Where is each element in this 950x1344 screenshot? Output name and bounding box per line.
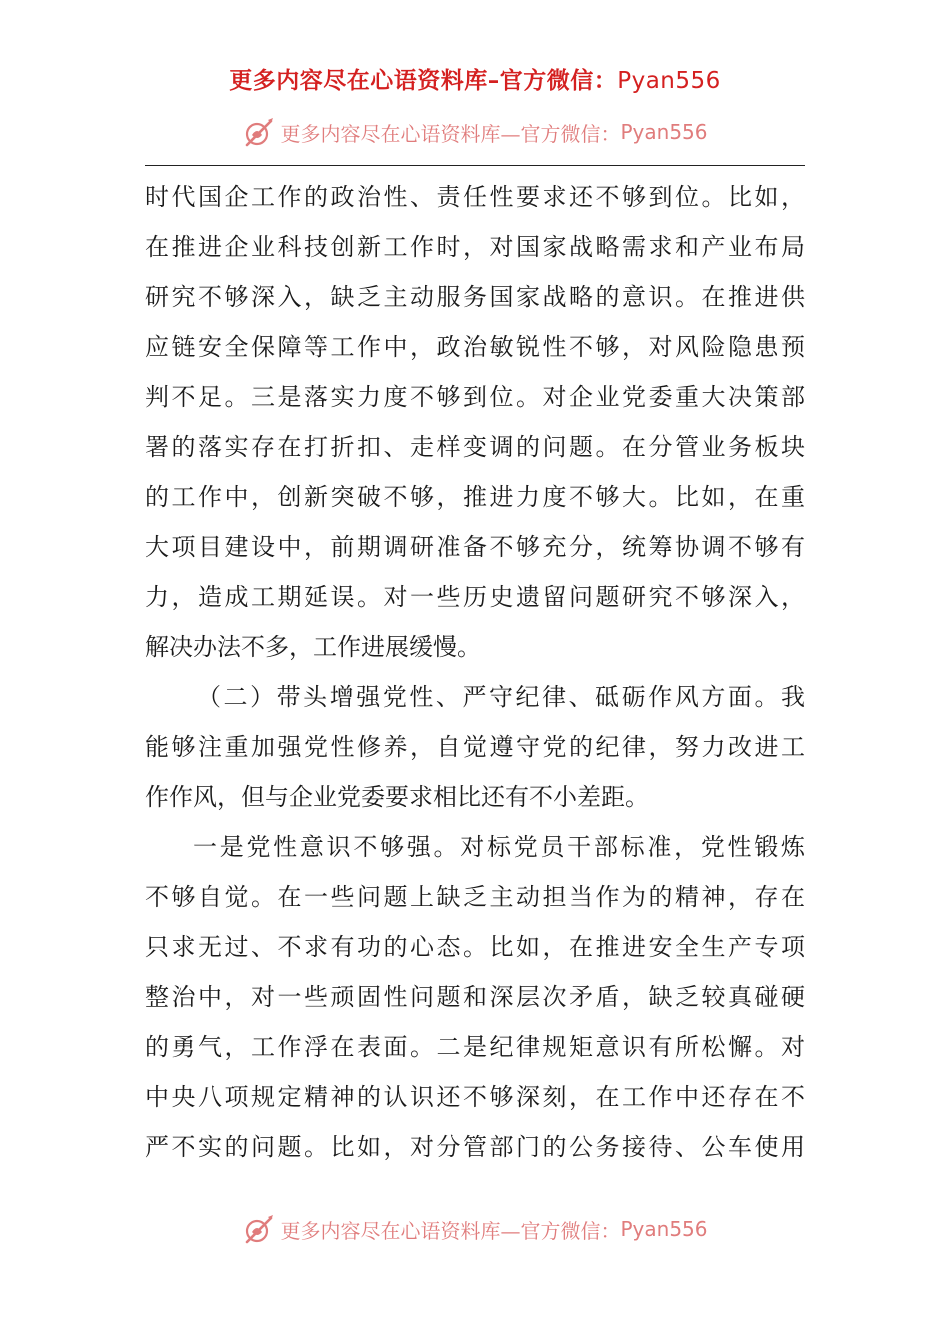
watermark-text: 更多内容尽在心语资料库—官方微信：	[280, 1218, 621, 1243]
text-line: 作作风，但与企业党委要求相比还有不小差距。	[145, 783, 649, 811]
text-line: 在推进企业科技创新工作时，对国家战略需求和产业布局	[145, 233, 805, 261]
header-banner-wechat-id: Pyan556	[617, 68, 721, 94]
text-line: 判不足。三是落实力度不够到位。对企业党委重大决策部	[145, 383, 805, 411]
watermark-top	[0, 115, 950, 149]
header-banner	[0, 62, 950, 95]
text-line: 能够注重加强党性修养，自觉遵守党的纪律，努力改进工	[145, 733, 805, 761]
text-line: 应链安全保障等工作中，政治敏锐性不够，对风险隐患预	[145, 333, 805, 361]
section-heading-line: （二）带头增强党性、严守纪律、砥砺作风方面。我	[197, 683, 805, 711]
text-line: 时代国企工作的政治性、责任性要求还不够到位。比如，	[145, 183, 805, 211]
logo-icon	[242, 115, 276, 149]
text-line: 研究不够深入，缺乏主动服务国家战略的意识。在推进供	[145, 283, 805, 311]
document-body	[145, 172, 805, 1172]
header-banner-text: 更多内容尽在心语资料库–官方微信：	[229, 67, 618, 94]
text-line: 署的落实存在打折扣、走样变调的问题。在分管业务板块	[145, 433, 805, 461]
text-line: 一是党性意识不够强。对标党员干部标准，党性锻炼	[193, 833, 805, 861]
watermark-text: 更多内容尽在心语资料库—官方微信：	[280, 121, 621, 146]
text-line: 中央八项规定精神的认识还不够深刻，在工作中还存在不	[145, 1083, 805, 1111]
text-line: 的勇气，工作浮在表面。二是纪律规矩意识有所松懈。对	[145, 1033, 805, 1061]
text-line: 大项目建设中，前期调研准备不够充分，统筹协调不够有	[145, 533, 805, 561]
watermark-bottom	[0, 1212, 950, 1246]
logo-icon	[242, 1212, 276, 1246]
text-line: 只求无过、不求有功的心态。比如，在推进安全生产专项	[145, 933, 805, 961]
watermark-wechat-id: Pyan556	[620, 1217, 708, 1241]
text-line: 力，造成工期延误。对一些历史遗留问题研究不够深入，	[145, 583, 805, 611]
text-line: 不够自觉。在一些问题上缺乏主动担当作为的精神，存在	[145, 883, 805, 911]
header-divider	[145, 165, 805, 166]
text-line: 整治中，对一些顽固性问题和深层次矛盾，缺乏较真碰硬	[145, 983, 805, 1011]
watermark-wechat-id: Pyan556	[620, 120, 708, 144]
text-line: 的工作中，创新突破不够，推进力度不够大。比如，在重	[145, 483, 805, 511]
text-line: 严不实的问题。比如，对分管部门的公务接待、公车使用	[145, 1133, 805, 1161]
text-line: 解决办法不多，工作进展缓慢。	[145, 633, 481, 661]
